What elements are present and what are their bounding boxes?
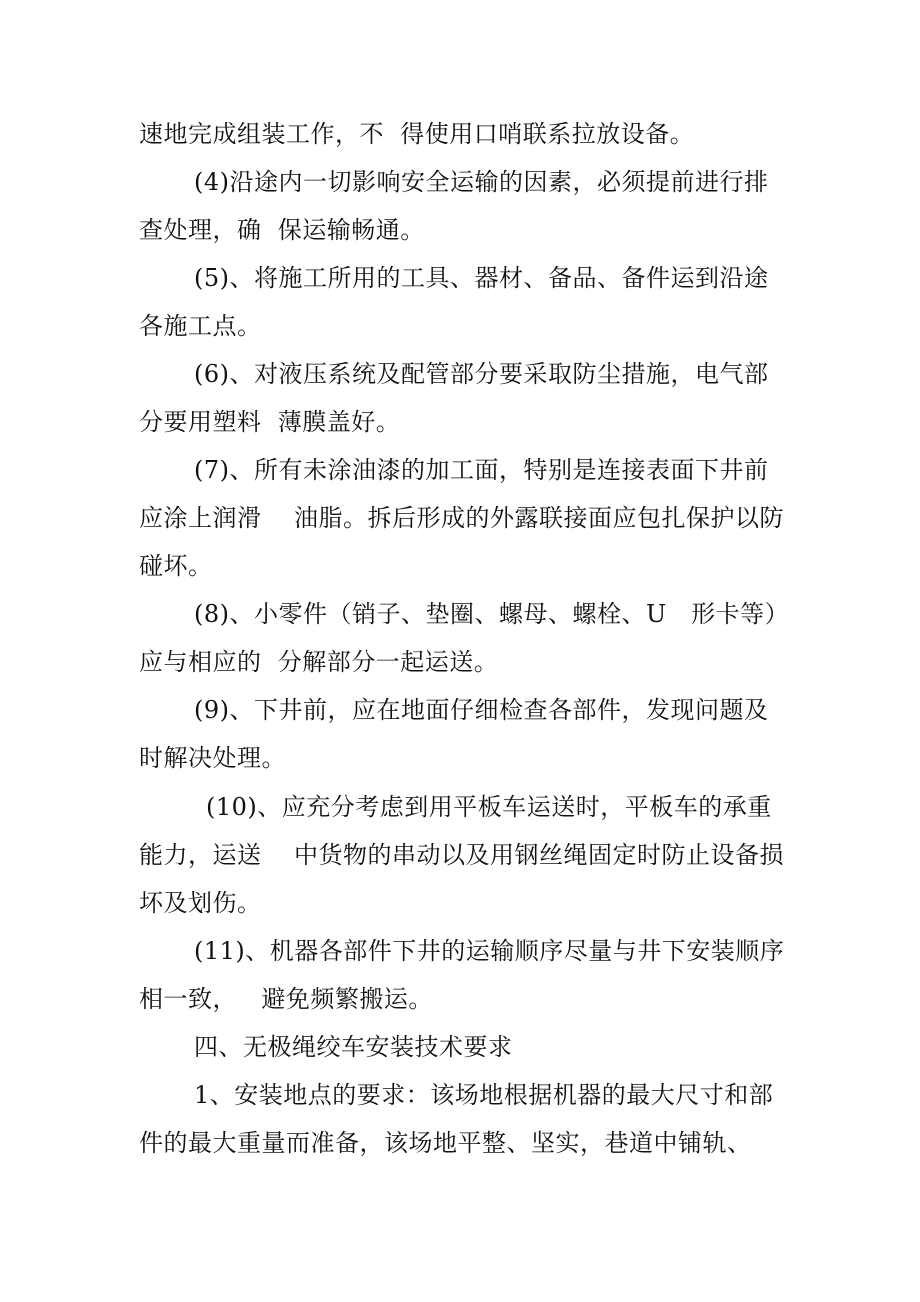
text-line: 件的最大重量而准备，该场地平整、坚实，巷道中铺轨、 bbox=[139, 1129, 752, 1157]
section-heading: 四、无极绳绞车安装技术要求 bbox=[194, 1033, 513, 1061]
text-line: 应与相应的 分解部分一起运送。 bbox=[139, 648, 499, 676]
text-line: (5)、将施工所用的工具、器材、备品、备件运到沿途 bbox=[194, 264, 769, 292]
text-line: (11)、机器各部件下井的运输顺序尽量与井下安装顺序 bbox=[194, 937, 785, 965]
text-line: 能力，运送 中货物的串动以及用钢丝绳固定时防止设备损 bbox=[139, 841, 785, 869]
text-line: 时解决处理。 bbox=[139, 744, 286, 772]
text-line: (4)沿途内一切影响安全运输的因素，必须提前进行排 bbox=[194, 168, 769, 196]
text-line: (7)、所有未涂油漆的加工面，特别是连接表面下井前 bbox=[194, 456, 769, 484]
text-line: 1、安装地点的要求：该场地根据机器的最大尺寸和部 bbox=[194, 1081, 774, 1109]
text-line: (6)、对液压系统及配管部分要采取防尘措施，电气部 bbox=[194, 360, 769, 388]
text-line: 相一致， 避免频繁搬运。 bbox=[139, 985, 433, 1013]
text-line: 分要用塑料 薄膜盖好。 bbox=[139, 408, 401, 436]
text-line: (9)、下井前，应在地面仔细检查各部件，发现问题及 bbox=[194, 696, 769, 724]
text-line: (10)、应充分考虑到用平板车运送时，平板车的承重 bbox=[206, 793, 772, 821]
text-line: 碰坏。 bbox=[139, 552, 213, 580]
text-line: 速地完成组装工作，不 得使用口哨联系拉放设备。 bbox=[139, 120, 695, 148]
text-line: 坏及划伤。 bbox=[139, 889, 262, 917]
text-line: 各施工点。 bbox=[139, 312, 262, 340]
text-line: 查处理，确 保运输畅通。 bbox=[139, 216, 425, 244]
text-line: (8)、小零件（销子、垫圈、螺母、螺栓、U 形卡等） bbox=[194, 600, 790, 628]
text-line: 应涂上润滑 油脂。拆后形成的外露联接面应包扎保护以防 bbox=[139, 504, 785, 532]
